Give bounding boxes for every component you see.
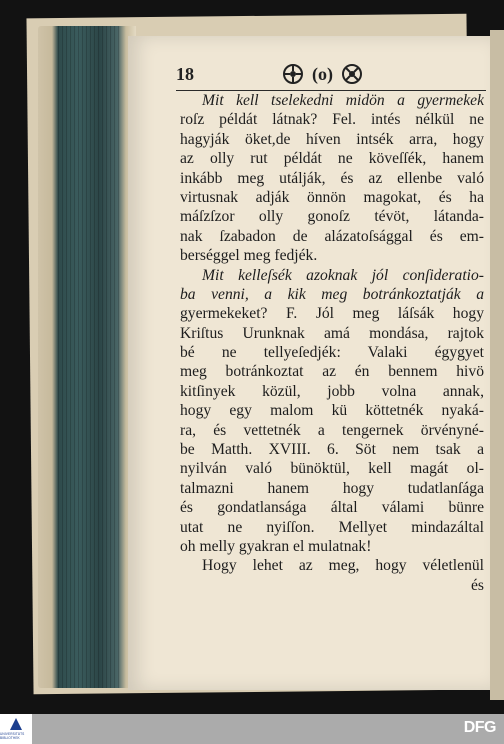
library-logo-icon	[10, 718, 22, 730]
page-header	[176, 60, 486, 88]
text-line: Mit kelleſsék azoknak jól conſideratio-	[202, 266, 484, 284]
flower-ornament-icon	[282, 63, 304, 85]
text-line: és	[471, 576, 484, 594]
text-line: utat ne nyiſſon. Mellyet mindazáltal	[180, 518, 484, 536]
page-edge-right	[490, 30, 504, 700]
library-logo-text: UNIVERSITÄTS BIBLIOTHEK	[0, 732, 25, 740]
body-text	[180, 91, 484, 595]
text-line: nak ſzabadon de alázatoſsággal és em-	[180, 227, 484, 245]
text-line: az olly rut példát ne köveſſék, hanem	[180, 150, 484, 168]
text-line: roſz példát látnak? Fel. intés nélkül ne	[180, 111, 484, 129]
text-line: máſzſzor olly gonoſz tévöt, látanda-	[180, 208, 484, 226]
text-line: inkább meg utálják, és az ellenbe való	[180, 169, 484, 187]
text-line: nyilván való bünöktül, kell magát ol-	[180, 460, 484, 478]
text-line: hogy egy malom kü köttetnék nyaká-	[180, 402, 484, 420]
flower-ornament-icon	[341, 63, 363, 85]
text-line: ra, és vettetnék a tengernek örvényné-	[180, 421, 484, 439]
text-line: gyermekeket? F. Jól meg láſsák hogy	[180, 305, 484, 323]
header-ornament	[282, 63, 363, 85]
text-line: kitſinyek közül, jobb volna annak,	[180, 382, 484, 400]
page-number: 18	[176, 63, 194, 84]
text-line: oh melly gyakran el mulatnak!	[180, 537, 372, 555]
book-fore-edge	[38, 26, 136, 688]
text-line: Kriſtus Urunknak amá mondása, rajtok	[180, 324, 484, 342]
text-line: virtusnak adják önnön magokat, és ha	[180, 188, 484, 206]
text-line: be Matth. XVIII. 6. Söt nem tsak a	[180, 441, 484, 459]
text-line: Mit kell tselekedni midön a gyermekek	[202, 92, 484, 109]
text-line: ba venni, a kik meg botránkoztatják a	[180, 285, 484, 303]
footer-bar	[0, 714, 504, 744]
text-line: Hogy lehet az meg, hogy véletlenül	[202, 557, 484, 575]
text-line: hagyják öket,de híven intsék arra, hogy	[180, 130, 484, 148]
text-line: talmazni hanem hogy tudatlanſága	[180, 479, 484, 497]
ornament-center: (o)	[312, 63, 333, 84]
text-line: és gondatlansága által válami bünre	[180, 499, 484, 517]
text-line: berséggel meg fedjék.	[180, 247, 318, 265]
library-logo	[0, 714, 32, 744]
text-line: meg botránkoztat az én bennem hivö	[180, 363, 484, 381]
text-line: bé ne tellyeſedjék: Valaki égygyet	[180, 344, 484, 362]
dfg-logo: DFG	[463, 719, 496, 736]
